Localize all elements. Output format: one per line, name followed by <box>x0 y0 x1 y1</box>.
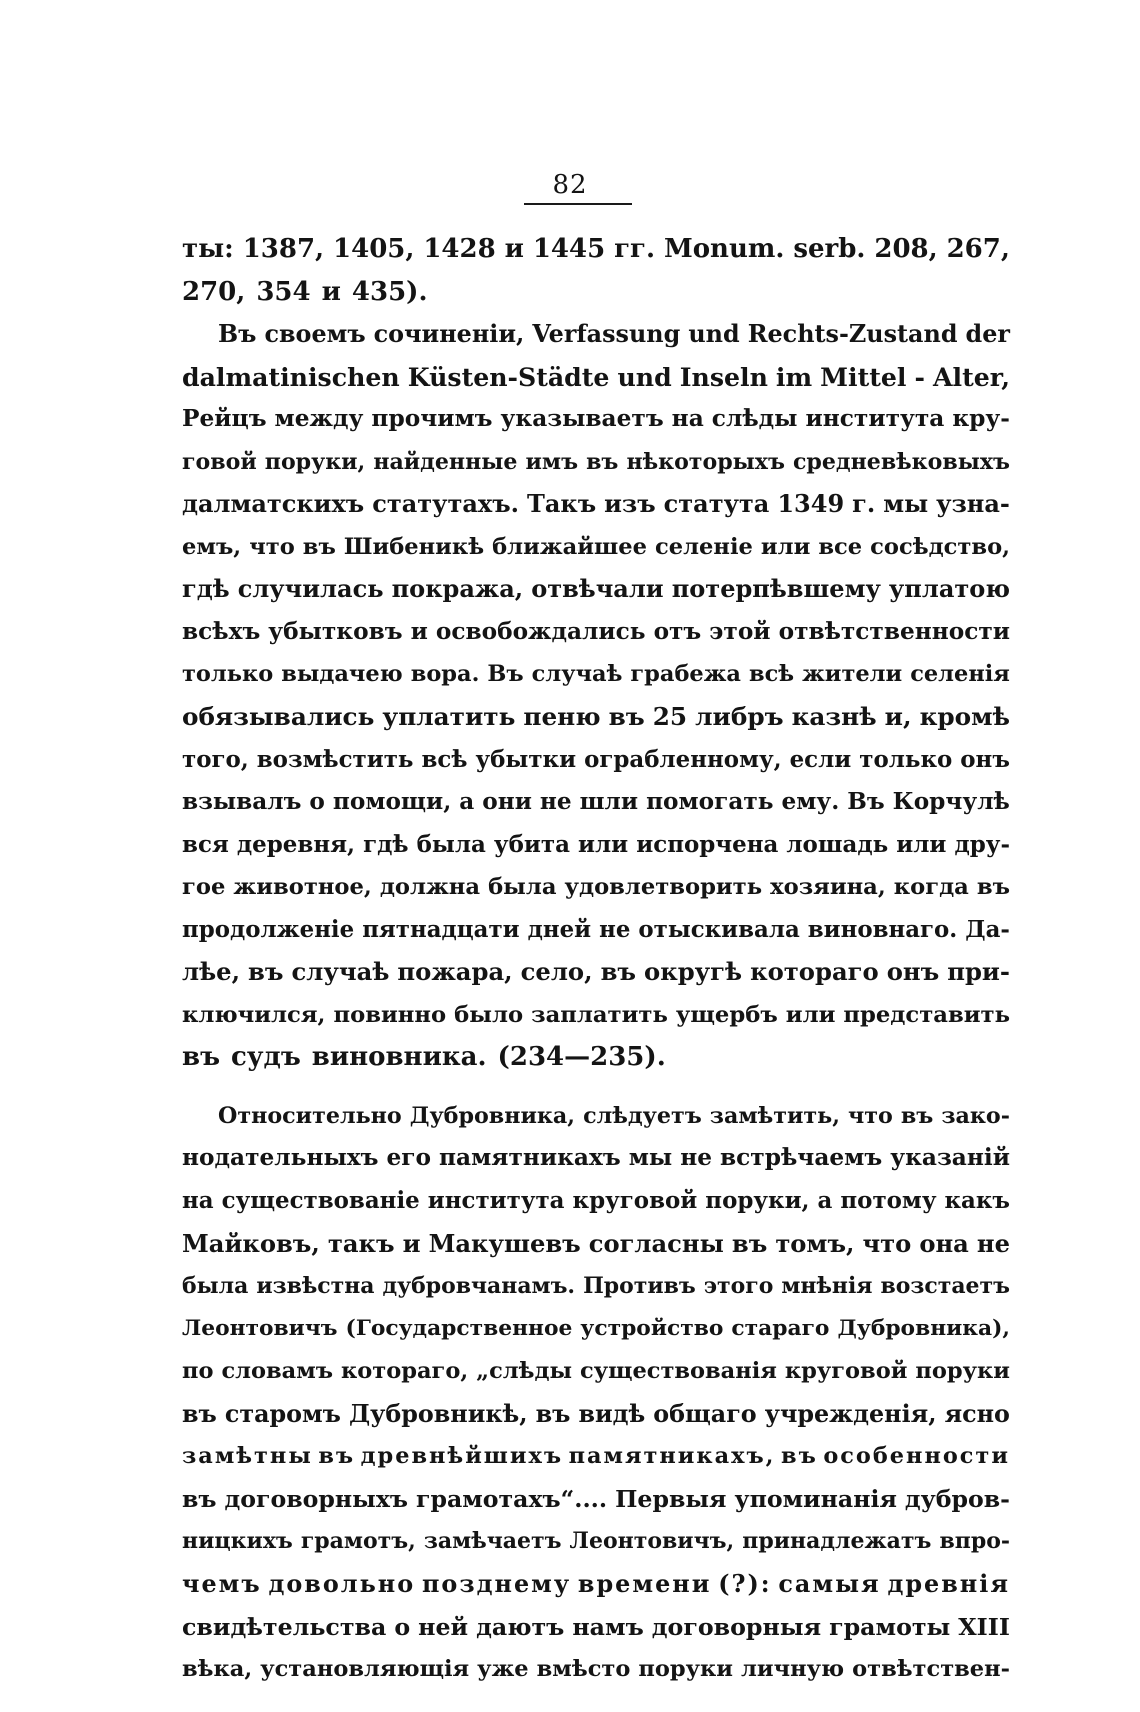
word: договорныя <box>651 1612 822 1641</box>
word: убытковъ <box>268 617 403 645</box>
word: случаѣ <box>291 957 390 987</box>
word: мнѣнія <box>781 1273 873 1300</box>
text-line <box>182 1095 1010 1138</box>
text-line <box>182 1137 1010 1180</box>
word: круговой <box>784 1358 908 1385</box>
text-line <box>182 1520 1010 1563</box>
word: всѣхъ <box>182 617 261 645</box>
word: ущербъ <box>675 1001 778 1028</box>
word: въ <box>318 1443 356 1470</box>
word: (Государственное <box>345 1315 573 1341</box>
word: пятнадцати <box>362 916 520 943</box>
word: когда <box>893 874 969 901</box>
word: помогать <box>646 788 774 816</box>
word: только <box>182 661 274 688</box>
word: о <box>309 788 325 816</box>
text-line <box>182 1393 1010 1436</box>
text-line <box>182 398 1010 441</box>
word: Рейцъ <box>182 405 267 433</box>
word: учрежденія, <box>764 1399 937 1428</box>
word: 1445 <box>532 234 606 264</box>
word: не <box>976 1228 1010 1258</box>
word: вся <box>182 830 229 858</box>
word: хозяина, <box>770 874 886 901</box>
word: имъ <box>525 448 579 475</box>
word: томъ, <box>775 1228 855 1258</box>
word: убита <box>493 830 570 858</box>
word: видѣ <box>578 1399 646 1428</box>
word: чемъ <box>182 1569 262 1598</box>
word: общаго <box>653 1399 757 1428</box>
word: узна- <box>936 489 1010 519</box>
text-line <box>182 909 1010 952</box>
paragraph-1 <box>182 228 1010 313</box>
word: въ <box>781 1443 818 1470</box>
word: потерпѣвшему <box>671 574 881 604</box>
word: лошадь <box>786 830 889 858</box>
word: въ <box>900 1102 934 1129</box>
word: нодательныхъ <box>182 1144 379 1172</box>
text-line <box>182 1435 1010 1478</box>
word: гг. <box>614 234 656 264</box>
word: вмѣсто <box>536 1656 631 1683</box>
word: возмѣстить <box>256 745 414 773</box>
word: Да- <box>965 916 1010 943</box>
word: Verfassung <box>532 320 681 349</box>
word: и <box>321 276 341 307</box>
word: der <box>965 320 1010 349</box>
text-line <box>182 1180 1010 1223</box>
word: заплатить <box>531 1001 668 1028</box>
word: 1387, <box>242 234 325 264</box>
word: упоминанія <box>734 1484 897 1513</box>
word: какъ <box>944 1187 1010 1215</box>
word: удовлетворить <box>564 874 763 901</box>
word: покража, <box>391 574 524 604</box>
word: 208, <box>874 234 938 264</box>
word: онъ <box>886 957 940 987</box>
word: прочимъ <box>371 405 493 433</box>
word: и <box>410 617 428 645</box>
word: - <box>914 361 925 392</box>
word: Противъ <box>583 1273 696 1300</box>
body-text <box>182 228 1010 1691</box>
word: котораго <box>750 957 879 987</box>
word: грамотъ, <box>300 1528 416 1555</box>
word: они <box>482 788 532 816</box>
word: 25 <box>652 702 688 732</box>
word: встрѣчаемъ <box>719 1144 883 1172</box>
text-line <box>182 271 1010 314</box>
word: шли <box>579 788 639 816</box>
word: продолженіе <box>182 916 355 943</box>
word: Майковъ, <box>182 1228 320 1258</box>
word: памятникахъ <box>439 1144 621 1172</box>
word: что <box>862 1228 912 1258</box>
word: всѣ <box>421 745 468 773</box>
word: на <box>671 405 704 433</box>
word: особенности <box>823 1443 1010 1470</box>
word: она <box>919 1228 969 1258</box>
word: гдѣ <box>182 574 230 604</box>
word: памятникахъ, <box>568 1443 776 1470</box>
word: мы <box>883 489 929 519</box>
word: ближайшее <box>492 533 647 560</box>
word: въ <box>976 874 1010 901</box>
word: мы <box>628 1144 673 1172</box>
text-line <box>182 1563 1010 1606</box>
word: установляющія <box>260 1656 470 1683</box>
word: дубровчанамъ. <box>382 1273 576 1300</box>
word: въ <box>182 1042 221 1073</box>
word: того, <box>182 745 249 773</box>
word: лѣе, <box>182 957 241 987</box>
word: была <box>182 1273 249 1300</box>
word: „слѣды <box>476 1358 573 1385</box>
word: убытки <box>475 745 577 773</box>
word: дру- <box>954 830 1010 858</box>
word: потому <box>840 1187 937 1215</box>
word: емъ, <box>182 533 242 560</box>
word: кру- <box>952 405 1010 433</box>
word: Первыя <box>615 1484 727 1513</box>
word: стараго <box>731 1315 830 1341</box>
text-line <box>182 526 1010 569</box>
word: Въ <box>487 661 524 688</box>
text-line <box>182 1036 1010 1079</box>
word: принадлежатъ <box>742 1528 932 1555</box>
word: Дубровника), <box>837 1315 1010 1341</box>
word: и <box>504 234 524 264</box>
text-line <box>182 483 1010 526</box>
word: извѣстна <box>256 1273 375 1300</box>
word: дней <box>527 916 592 943</box>
word: взывалъ <box>182 788 302 816</box>
word: или <box>578 830 629 858</box>
word: вора. <box>410 661 480 688</box>
word: либръ <box>695 702 784 732</box>
word: обязывались <box>182 702 375 732</box>
word: селенія <box>910 661 1010 688</box>
word: что <box>848 1102 893 1129</box>
word: 1405, <box>333 234 415 264</box>
word: пожара, <box>397 957 513 987</box>
word: древнѣйшихъ <box>360 1443 564 1470</box>
word: даютъ <box>476 1612 565 1641</box>
word: этой <box>709 617 771 645</box>
word: въ <box>182 1484 217 1513</box>
word: возстаетъ <box>880 1273 1010 1300</box>
word: Макушевъ <box>428 1228 581 1258</box>
paragraph-gap <box>182 1079 1010 1095</box>
word: освобождались <box>435 617 646 645</box>
word: согласны <box>588 1228 724 1258</box>
text-line <box>182 1265 1010 1308</box>
page-number: 82 <box>552 170 588 200</box>
word: слѣды <box>711 405 798 433</box>
word: село, <box>520 957 593 987</box>
word: казнѣ <box>791 702 877 732</box>
word: уплатить <box>382 702 516 732</box>
word: такъ <box>327 1228 395 1258</box>
word: въ <box>586 448 619 475</box>
text-line <box>182 1223 1010 1266</box>
text-line <box>182 781 1010 824</box>
word: онъ <box>960 745 1010 773</box>
word: ограбленному, <box>584 745 782 773</box>
word: Mittel <box>820 361 907 392</box>
word: впро- <box>939 1528 1010 1555</box>
word: ты: <box>182 234 234 264</box>
word: института <box>805 405 945 433</box>
word: котораго, <box>341 1358 469 1385</box>
page-number-rule <box>524 203 632 205</box>
word: Относительно <box>218 1102 402 1129</box>
word: не <box>599 916 631 943</box>
word: этого <box>703 1273 774 1300</box>
word: средневѣковыхъ <box>792 448 1010 475</box>
word: о <box>394 1612 411 1641</box>
word: была <box>416 830 486 858</box>
word: dalmatinischen <box>182 361 400 392</box>
word: отвѣтственности <box>778 617 1010 645</box>
word: Въ <box>218 320 257 349</box>
text-line <box>182 611 1010 654</box>
text-line <box>182 739 1010 782</box>
word: грабежа <box>630 661 741 688</box>
word: 354 <box>256 276 311 307</box>
word: селеніе <box>655 533 753 560</box>
text-line <box>182 1606 1010 1649</box>
word: Rechts-Zustand <box>747 320 958 349</box>
word: должна <box>379 874 481 901</box>
word: въ <box>731 1228 768 1258</box>
word: или <box>760 533 811 560</box>
word: грамоты <box>829 1612 951 1641</box>
word: кромѣ <box>919 702 1010 732</box>
word: своемъ <box>264 320 366 349</box>
word: Въ <box>847 788 885 816</box>
text-line <box>182 824 1010 867</box>
word: далматскихъ <box>182 489 365 519</box>
word: указаній <box>890 1144 1010 1172</box>
word: Küsten-Städte <box>407 361 610 392</box>
text-line <box>182 228 1010 271</box>
word: 1349 <box>777 489 845 519</box>
word: устройство <box>580 1315 724 1341</box>
word: выдачею <box>281 661 403 688</box>
text-line <box>182 866 1010 909</box>
word: Дубровника, <box>409 1102 576 1129</box>
word: гдѣ <box>363 830 409 858</box>
word: все <box>818 533 863 560</box>
word: ницкихъ <box>182 1528 293 1555</box>
word: und <box>688 320 740 349</box>
word: сочиненіи, <box>373 320 525 349</box>
word: испорчена <box>636 830 779 858</box>
word: или <box>896 830 947 858</box>
word: статутахъ. <box>372 489 519 519</box>
word: виновника. <box>311 1042 487 1073</box>
word: уже <box>477 1656 529 1683</box>
word: если <box>789 745 852 773</box>
word: и <box>402 1228 421 1258</box>
word: поруки <box>638 1656 734 1683</box>
word: отвѣчали <box>531 574 664 604</box>
word: животное, <box>233 874 372 901</box>
word: не <box>680 1144 712 1172</box>
word: въ <box>600 957 637 987</box>
word: на <box>182 1187 214 1215</box>
word: Дубровникѣ, <box>348 1399 528 1428</box>
word: свидѣтельства <box>182 1612 387 1641</box>
word: отъ <box>653 617 702 645</box>
word: самыя <box>778 1569 881 1598</box>
word: времени <box>577 1569 712 1598</box>
word: случаѣ <box>531 661 623 688</box>
word: округѣ <box>644 957 743 987</box>
word: ней <box>418 1612 469 1641</box>
text-line <box>182 313 1010 356</box>
word: старомъ <box>224 1399 341 1428</box>
word: отыскивала <box>638 916 800 943</box>
word: а <box>817 1187 833 1215</box>
word: или <box>785 1001 836 1028</box>
word: была <box>488 874 557 901</box>
word: отвѣтствен- <box>852 1656 1010 1683</box>
word: было <box>454 1001 524 1028</box>
word: между <box>274 405 364 433</box>
word: въ <box>182 1399 217 1428</box>
word: (234—235). <box>497 1042 666 1073</box>
text-line <box>182 1350 1010 1393</box>
text-line <box>182 951 1010 994</box>
word: und <box>617 361 672 392</box>
paragraph-3 <box>182 1095 1010 1691</box>
word: существованіе <box>221 1187 420 1215</box>
word: Такъ <box>526 489 597 519</box>
word: въ <box>248 957 284 987</box>
word: найденные <box>373 448 518 475</box>
word: Alter, <box>932 361 1010 392</box>
word: изъ <box>604 489 656 519</box>
text-line <box>182 1648 1010 1691</box>
word: (?): <box>718 1569 772 1598</box>
word: 267, <box>946 234 1010 264</box>
word: говой <box>182 448 257 475</box>
word: что <box>249 533 295 560</box>
word: XIII <box>958 1612 1010 1641</box>
word: Monum. <box>663 234 785 264</box>
text-line <box>182 1308 1010 1351</box>
word: позднему <box>421 1569 572 1598</box>
word: ясно <box>944 1399 1010 1428</box>
word: поруки, <box>264 448 366 475</box>
word: пеню <box>523 702 601 732</box>
text-line <box>182 994 1010 1037</box>
word: словамъ <box>221 1358 334 1385</box>
word: Леонтовичъ <box>182 1315 338 1341</box>
word: древнія <box>887 1569 1010 1598</box>
word: повинно <box>333 1001 447 1028</box>
word: serb. <box>793 234 866 264</box>
word: института <box>427 1187 565 1215</box>
word: существованія <box>580 1358 777 1385</box>
text-line <box>182 1478 1010 1521</box>
text-line <box>182 356 1010 399</box>
word: помощи, <box>332 788 452 816</box>
word: замѣтны <box>182 1443 313 1470</box>
word: дубров- <box>904 1484 1010 1513</box>
word: 270, <box>182 276 246 307</box>
text-line <box>182 696 1010 739</box>
word: представить <box>843 1001 1010 1028</box>
word: судъ <box>231 1042 301 1073</box>
word: по <box>182 1358 214 1385</box>
word: жители <box>802 661 903 688</box>
word: личную <box>741 1656 845 1683</box>
word: зако- <box>941 1102 1010 1129</box>
word: Inseln <box>679 361 768 392</box>
word: только <box>859 745 953 773</box>
word: 1428 <box>423 234 496 264</box>
word: договорныхъ <box>224 1484 409 1513</box>
word: не <box>539 788 572 816</box>
word: виновнаго. <box>807 916 958 943</box>
word: довольно <box>268 1569 416 1598</box>
word: 435). <box>351 276 428 307</box>
word: въ <box>608 702 645 732</box>
word: случилась <box>237 574 384 604</box>
word: грамотахъ“.... <box>416 1484 608 1513</box>
text-line <box>182 568 1010 611</box>
word: Шибеникѣ <box>343 533 485 560</box>
word: ему. <box>781 788 840 816</box>
word: статута <box>663 489 770 519</box>
word: поруки <box>915 1358 1010 1385</box>
word: гое <box>182 874 226 901</box>
word: Корчулѣ <box>892 788 1010 816</box>
word: и, <box>884 702 912 732</box>
text-line <box>182 441 1010 484</box>
word: сосѣдство, <box>870 533 1010 560</box>
word: Леонтовичъ, <box>569 1528 735 1555</box>
word: въ <box>535 1399 571 1428</box>
text-line <box>182 653 1010 696</box>
paragraph-2 <box>182 313 1010 1079</box>
word: его <box>386 1144 432 1172</box>
word: намъ <box>572 1612 644 1641</box>
word: уплатою <box>888 574 1010 604</box>
word: замѣчаетъ <box>423 1528 562 1555</box>
word: г. <box>852 489 876 519</box>
word: поруки, <box>705 1187 810 1215</box>
word: всѣ <box>749 661 795 688</box>
word: вѣка, <box>182 1656 253 1683</box>
word: слѣдуетъ <box>583 1102 702 1129</box>
word: ключился, <box>182 1001 326 1028</box>
word: замѣтить, <box>709 1102 840 1129</box>
word: деревня, <box>236 830 356 858</box>
word: при- <box>947 957 1010 987</box>
word: круговой <box>572 1187 698 1215</box>
word: указываетъ <box>500 405 664 433</box>
word: а <box>459 788 475 816</box>
word: нѣкоторыхъ <box>626 448 785 475</box>
word: im <box>775 361 813 392</box>
word: въ <box>302 533 336 560</box>
